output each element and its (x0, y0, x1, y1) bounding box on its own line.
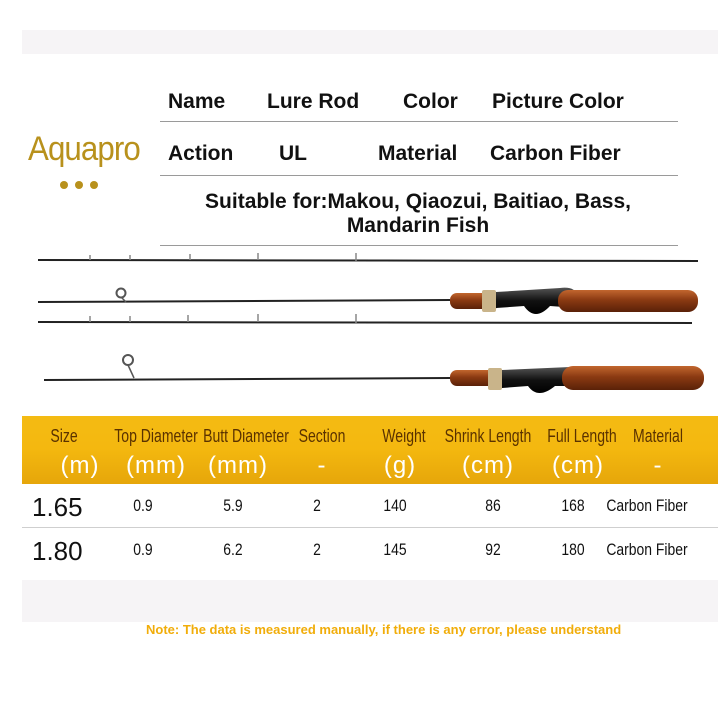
cell-shrink-length: 92 (485, 540, 501, 559)
spec-suitable-line2: Mandarin Fish (346, 214, 490, 237)
bottom-band (22, 580, 718, 622)
header-butt-diameter-unit: (mm) (208, 452, 268, 479)
cell-size: 1.80 (32, 536, 83, 566)
spec-action-label: Action (168, 142, 234, 165)
table-row (22, 488, 718, 528)
spec-row-suitable (160, 188, 678, 246)
table-header (22, 416, 718, 484)
header-shrink-length: Shrink Length (444, 426, 532, 446)
cell-weight: 140 (383, 496, 407, 515)
rod-tip-section-2 (38, 314, 692, 323)
spec-name-value: Lure Rod (267, 90, 360, 113)
cell-top-diameter: 0.9 (133, 540, 153, 559)
cell-weight: 145 (383, 540, 407, 559)
brand-dots (60, 176, 105, 194)
spec-row-name-color (160, 86, 678, 122)
cell-section: 2 (313, 540, 321, 559)
rod-photos (30, 240, 710, 410)
cell-top-diameter: 0.9 (133, 496, 153, 515)
brand-logo (28, 130, 148, 169)
cell-butt-diameter: 5.9 (223, 496, 243, 515)
brand-dot (90, 181, 98, 189)
spec-color-value: Picture Color (492, 90, 624, 113)
header-weight: Weight (382, 426, 426, 446)
spec-material-value: Carbon Fiber (490, 142, 621, 165)
disclaimer-note: Note: The data is measured manually, if there is any error, please understand (146, 622, 622, 637)
cell-full-length: 180 (561, 540, 585, 559)
rod-tip-section-1 (38, 253, 698, 261)
cell-full-length: 168 (561, 496, 585, 515)
header-section: Section (298, 426, 346, 446)
spec-color-label: Color (403, 90, 458, 113)
rod-butt-section-2 (44, 355, 704, 393)
top-band (22, 30, 718, 54)
cell-butt-diameter: 6.2 (223, 540, 243, 559)
brand-dot (60, 181, 68, 189)
cell-section: 2 (313, 496, 321, 515)
header-size: Size (50, 426, 78, 446)
header-size-unit: (m) (60, 452, 100, 479)
header-top-diameter: Top Diameter (114, 426, 198, 446)
spec-action-value: UL (279, 142, 307, 165)
header-top-diameter-unit: (mm) (126, 452, 186, 479)
header-full-length-unit: (cm) (552, 452, 604, 479)
brand-dot (75, 181, 83, 189)
spec-name-label: Name (168, 90, 226, 113)
cell-material: Carbon Fiber (606, 496, 688, 515)
cell-size: 1.65 (32, 492, 83, 522)
header-butt-diameter: Butt Diameter (203, 426, 289, 446)
header-shrink-length-unit: (cm) (462, 452, 514, 479)
cell-shrink-length: 86 (485, 496, 501, 515)
header-section-unit: - (317, 452, 327, 479)
header-weight-unit: (g) (383, 452, 417, 479)
rod-butt-section-1 (38, 288, 698, 314)
spec-suitable-line1: Suitable for:Makou, Qiaozui, Baitiao, Bass, (205, 190, 631, 213)
header-material-unit: - (653, 452, 663, 479)
header-material: Material (633, 426, 683, 446)
brand-name: Aquapro (28, 130, 140, 168)
cell-material: Carbon Fiber (606, 540, 688, 559)
table-row (22, 532, 718, 572)
spec-suitable-text (168, 190, 668, 238)
spec-row-action-material (160, 136, 678, 176)
header-full-length: Full Length (547, 426, 617, 446)
spec-material-label: Material (378, 142, 458, 165)
